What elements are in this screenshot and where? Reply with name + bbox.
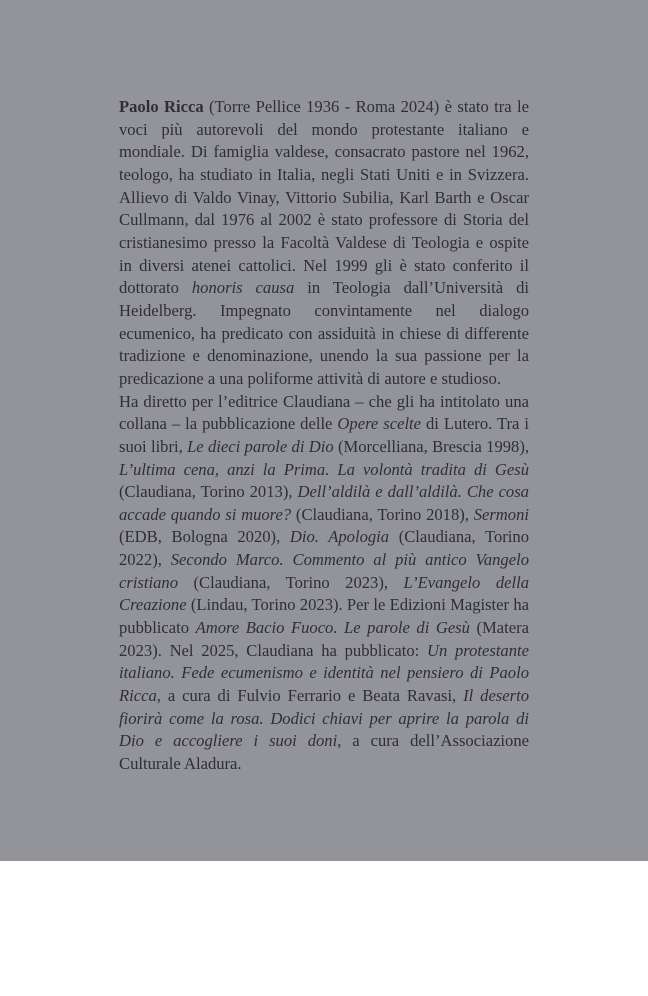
text-run: (Morcelliana, Brescia 1998), bbox=[333, 436, 530, 456]
author-biography bbox=[119, 96, 529, 776]
text-run: (EDB, Bologna 2020), bbox=[119, 527, 290, 547]
book-title: Il deserto fiorirà come la rosa. Dodici chiavi per aprire la parola di Dio e accogliere i suoi doni bbox=[119, 686, 529, 751]
text-run: Ha diretto per l’editrice Claudiana – che gli ha intitolato una collana – la pubblicazione delle bbox=[119, 391, 529, 434]
text-run: (Claudiana, Torino 2023), bbox=[178, 572, 404, 592]
book-title: L’Evangelo della Creazione bbox=[119, 572, 529, 615]
book-title: Le dieci parole di Dio bbox=[187, 436, 334, 456]
book-title: Un protestante italiano. Fede ecumenismo e identità nel pensiero di Paolo Ricca bbox=[119, 640, 529, 706]
text-run: (Claudiana, Torino 2018), bbox=[291, 504, 474, 524]
text-run: (Claudiana, Torino 2013), bbox=[119, 482, 298, 502]
book-title: Opere scelte bbox=[337, 414, 422, 434]
text-run: (Claudiana, Torino 2022), bbox=[119, 527, 529, 570]
book-title: Sermoni bbox=[473, 504, 529, 524]
text-run: di Lutero. Tra i suoi libri, bbox=[119, 414, 529, 456]
author-name: Paolo Ricca bbox=[119, 97, 204, 116]
text-run: , a cura dell’Associazione Culturale Aladura. bbox=[119, 731, 530, 774]
book-title: Dio. Apologia bbox=[289, 527, 390, 547]
text-run: (Lindau, Torino 2023). Per le Edizioni Magister ha pubblicato bbox=[119, 595, 529, 638]
bibliography-paragraph bbox=[119, 391, 529, 776]
book-title: honoris causa bbox=[191, 278, 295, 298]
text-run: , a cura di Fulvio Ferrario e Beata Ravasi, bbox=[156, 686, 464, 706]
book-title: Dell’aldilà e dall’aldilà. Che cosa accade quando si muore? bbox=[119, 482, 529, 524]
text-run: in Teologia dall’Università di Heidelberg. Impegnato convintamente nel dialogo ecumenico, ha predicato con assiduità in chiese di differente tradizione e denominazione, unendo la sua passione per la predicazione a una poliforme attività di autore e studioso. bbox=[119, 278, 529, 388]
text-run: (Torre Pellice 1936 - Roma 2024) è stato tra le voci più autorevoli del mondo protestante italiano e mondiale. Di famiglia valdese, consacrato pastore nel 1962, teologo, ha studiato in Italia, negli Stati Uniti e in Svizzera. Allievo di Valdo Vinay, Vittorio Subilia, Karl Barth e Oscar Cullmann, dal 1976 al 2002 è stato professore di Storia del cristianesimo presso la Facoltà Valdese di Teologia e ospite in diversi atenei cattolici. Nel 1999 gli è stato conferito il dottorato bbox=[119, 97, 529, 298]
biography-paragraph bbox=[119, 96, 529, 391]
book-title: Amore Bacio Fuoco. Le parole di Gesù bbox=[195, 618, 470, 638]
book-title: L’ultima cena, anzi la Prima. La volontà tradita di Gesù bbox=[119, 459, 529, 479]
text-run: (Matera 2023). Nel 2025, Claudiana ha pubblicato: bbox=[119, 618, 529, 660]
book-title: Secondo Marco. Commento al più antico Vangelo cristiano bbox=[119, 550, 529, 592]
